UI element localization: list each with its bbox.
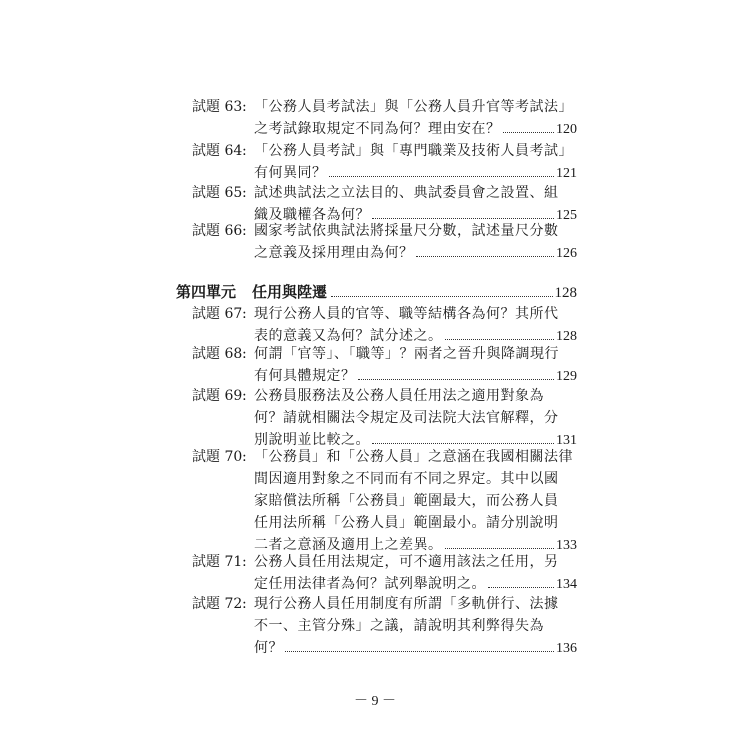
- leader-dots: [358, 379, 555, 380]
- entry-label: 試題 71: [192, 554, 243, 570]
- leader-dots: [331, 296, 552, 297]
- toc-entry-63: [192, 96, 577, 140]
- entry-label: 試題 63: [192, 99, 243, 115]
- entry-colon: :: [242, 554, 247, 570]
- toc-entry-72: [192, 593, 577, 659]
- entry-colon: :: [242, 185, 247, 201]
- entry-text-line: 何？請就相關法令規定及司法院大法官解釋，分: [254, 410, 559, 426]
- toc-entry-69: [192, 385, 577, 451]
- leader-dots: [445, 548, 555, 549]
- entry-text-line: 試述典試法之立法目的、典試委員會之設置、組: [254, 185, 559, 201]
- entry-text-last: 別說明並比較之。: [254, 432, 370, 448]
- entry-text-last: 之考試錄取規定不同為何？理由安在？: [254, 121, 501, 137]
- toc-entry-64: [192, 140, 577, 184]
- page-number: － 9 －: [354, 694, 396, 709]
- toc-entry-68: [192, 343, 577, 387]
- entry-text-line: 家賠償法所稱「公務員」範圍最大，而公務人員: [254, 493, 559, 509]
- toc-entry-67: [192, 303, 577, 347]
- leader-dots: [416, 256, 555, 257]
- entry-page: 126: [556, 246, 577, 261]
- entry-label: 試題 65: [192, 185, 243, 201]
- entry-text-line: 公務人員任用法規定，可不適用該法之任用，另: [254, 554, 559, 570]
- entry-colon: :: [242, 99, 247, 115]
- entry-text-last: 定任用法律者為何？試列舉說明之。: [254, 576, 486, 592]
- unit-subtitle: 任用與陞遷: [252, 283, 328, 301]
- unit-title: 第四單元: [176, 283, 237, 301]
- leader-dots: [329, 176, 555, 177]
- unit-heading: [176, 281, 577, 303]
- entry-text-last: 表的意義又為何？試分述之。: [254, 328, 443, 344]
- leader-dots: [372, 218, 554, 219]
- toc-entry-71: [192, 551, 577, 595]
- entry-label: 試題 68: [192, 346, 243, 362]
- entry-label: 試題 72: [192, 596, 243, 612]
- entry-text-last: 何？: [254, 640, 283, 656]
- entry-text-line: 現行公務人員任用制度有所謂「多軌併行、法據: [254, 596, 559, 612]
- toc-entry-70: [192, 446, 577, 556]
- entry-page: 129: [556, 369, 577, 384]
- entry-page: 120: [556, 122, 577, 137]
- entry-text-line: 國家考試依典試法將採量尺分數，試述量尺分數: [254, 223, 559, 239]
- entry-text-line: 間因適用對象之不同而有不同之界定。其中以國: [254, 471, 559, 487]
- entry-page: 125: [556, 208, 577, 223]
- entry-label: 試題 67: [192, 306, 243, 322]
- leader-dots: [372, 443, 554, 444]
- entry-text-last: 織及職權各為何？: [254, 207, 370, 223]
- entry-page: 133: [556, 538, 577, 553]
- entry-text-line: 不一、主管分殊」之議，請說明其利弊得失為: [254, 618, 544, 634]
- unit-page: 128: [554, 285, 577, 301]
- entry-label: 試題 70: [192, 449, 243, 465]
- entry-colon: :: [242, 143, 247, 159]
- entry-text-line: 「公務員」和「公務人員」之意涵在我國相關法律: [254, 449, 573, 465]
- leader-dots: [445, 339, 555, 340]
- entry-label: 試題 69: [192, 388, 243, 404]
- entry-text-last: 二者之意涵及適用上之差異。: [254, 537, 443, 553]
- leader-dots: [488, 587, 554, 588]
- toc-entry-66: [192, 220, 577, 264]
- entry-colon: :: [242, 306, 247, 322]
- entry-page: 131: [556, 433, 577, 448]
- entry-colon: :: [242, 346, 247, 362]
- entry-colon: :: [242, 388, 247, 404]
- entry-page: 128: [556, 329, 577, 344]
- entry-page: 134: [556, 577, 577, 592]
- entry-text-line: 任用法所稱「公務人員」範圍最小。請分別說明: [254, 515, 559, 531]
- leader-dots: [503, 132, 555, 133]
- entry-page: 136: [556, 641, 577, 656]
- entry-text-line: 現行公務人員的官等、職等結構各為何？其所代: [254, 306, 559, 322]
- entry-label: 試題 66: [192, 223, 243, 239]
- entry-colon: :: [242, 223, 247, 239]
- leader-dots: [285, 651, 554, 652]
- entry-text-line: 何謂「官等」、「職等」？兩者之晉升與降調現行: [254, 346, 559, 362]
- entry-text-last: 有何具體規定？: [254, 368, 356, 384]
- entry-text-last: 之意義及採用理由為何？: [254, 245, 414, 261]
- entry-text-line: 「公務人員考試」與「專門職業及技術人員考試」: [254, 143, 573, 159]
- entry-colon: :: [242, 449, 247, 465]
- entry-text-line: 「公務人員考試法」與「公務人員升官等考試法」: [254, 99, 573, 115]
- entry-label: 試題 64: [192, 143, 243, 159]
- entry-text-line: 公務員服務法及公務人員任用法之適用對象為: [254, 388, 544, 404]
- entry-text-last: 有何異同？: [254, 165, 327, 181]
- entry-page: 121: [556, 166, 577, 181]
- entry-colon: :: [242, 596, 247, 612]
